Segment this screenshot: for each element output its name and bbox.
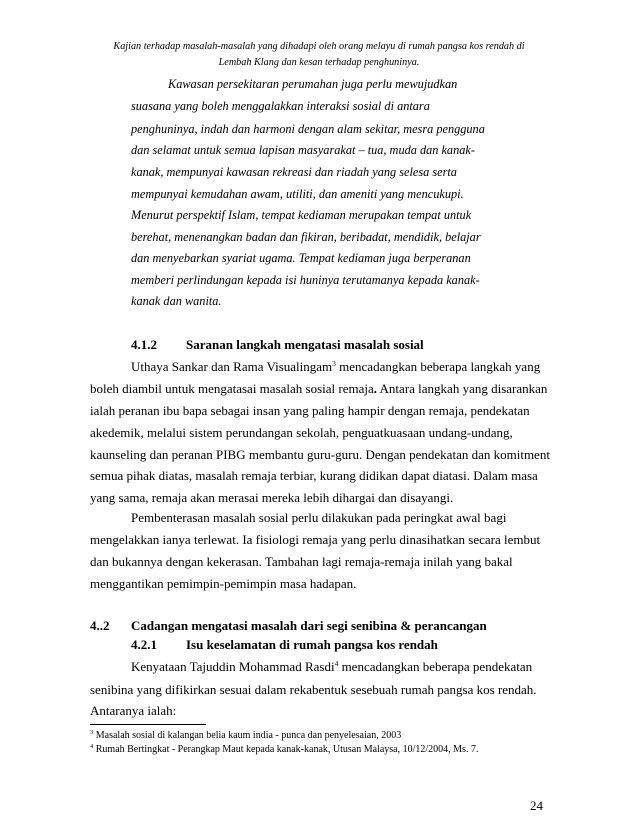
paragraph-line [90,381,547,397]
paragraph-line: dan bukannya dengan kekerasan. Tambahan lagi remaja-remaja inilah yang bakal [90,554,513,569]
footnote-text: Masalah sosial di kalangan belia kaum india - punca dan penyelesaian, 2003 [95,730,402,741]
line-text: Kenyataan Tajuddin Mohammad Rasdi [131,659,335,674]
footnote-text: Rumah Bertingkat - Perangkap Maut kepada kanak-kanak, Utusan Malaysa, 10/12/2004, Ms. 7. [95,744,479,755]
quote-line-8: berehat, menenangkan badan dan fikiran, beribadat, mendidik, belajar [131,230,481,244]
quote-line-2: suasana yang boleh menggalakkan interaksi sosial di antara [131,99,430,113]
paragraph-line: kaunseling dan peranan PIBG membantu guru-guru. Dengan pendekatan dan komitment [90,447,550,462]
quote-line-6: mempunyai kemudahan awam, utiliti, dan ameniti yang mencukupi. [131,187,464,201]
footnote-3 [90,729,401,742]
quote-line-5: kanak, mempunyai kawasan rekreasi dan riadah yang selesa serta [131,165,457,179]
bold-period: . [373,381,378,396]
paragraph-line: mengelakkan ianya terlewat. Ia fisiologi remaja yang perlu dinasihatkan secara lembut [90,532,541,547]
paragraph-line: Antaranya ialah: [90,703,177,718]
footnote-number: 4 [90,743,94,750]
section-number: 4.1.2 [131,337,157,352]
section-number: 4..2 [90,618,110,633]
line-text: boleh diambil untuk mengatasai masalah sosial remaja [90,381,374,396]
footnote-separator [90,724,206,725]
quote-line-7: Menurut perspektif Islam, tempat kediaman merupakan tempat untuk [131,208,472,222]
quote-line-1: Kawasan persekitaran perumahan juga perlu mewujudkan [168,77,458,91]
paragraph-line: ialah peranan ibu bapa sebagai insan yang paling hampir dengan remaja, pendekatan [90,403,530,418]
line-text: mencadangkan beberapa langkah yang [335,359,541,374]
running-header-line-2: Lembah Klang dan kesan terhadap penghuninya. [218,57,420,68]
paragraph-line: semua pihak diatas, masalah remaja terbiar, kurang didikan dapat diatasi. Dalam masa [90,468,538,483]
section-number: 4.2.1 [131,637,157,652]
paragraph-line: yang sama, remaja akan merasai mereka lebih dihargai dan disayangi. [90,490,454,505]
quote-line-10: memberi perlindungan kepada isi huninya terutamanya kepada kanak- [131,273,480,287]
page-number: 24 [530,798,543,813]
running-header-line-1: Kajian terhadap masalah-masalah yang dihadapi oleh orang melayu di rumah pangsa kos rendah di [113,41,525,52]
paragraph-line [131,659,532,675]
footnote-number: 3 [90,729,94,736]
section-title: Isu keselamatan di rumah pangsa kos rendah [186,637,438,652]
paragraph-line [131,359,540,375]
section-title: Cadangan mengatasi masalah dari segi senibina & perancangan [131,618,487,633]
line-text: Antara langkah yang disarankan [377,381,548,396]
paragraph-line: senibina yang difikirkan sesuai dalam rekabentuk sesebuah rumah pangsa kos rendah. [90,682,537,697]
paragraph-line: akedemik, melalui sistem perundangan sekolah, penguatkuasaan undang-undang, [90,425,513,440]
section-title: Saranan langkah mengatasi masalah sosial [186,337,424,352]
footnote-ref: 4 [334,659,339,668]
line-text: mencadangkan beberapa pendekatan [338,659,533,674]
quote-line-3: penghuninya, indah dan harmoni dengan alam sekitar, mesra pengguna [131,122,485,136]
line-text: Uthaya Sankar dan Rama Visualingam [131,359,333,374]
quote-line-4: dan selamat untuk semua lapisan masyarakat – tua, muda dan kanak- [131,143,475,157]
paragraph-line: menggantikan pemimpin-pemimpin masa hadapan. [90,576,357,591]
footnote-4 [90,743,478,756]
quote-line-9: dan menyebarkan syariat ugama. Tempat kediaman juga berperanan [131,251,471,265]
paragraph-line: Pembenterasan masalah sosial perlu dilakukan pada peringkat awal bagi [131,510,507,525]
quote-line-11: kanak dan wanita. [131,294,222,308]
footnote-ref: 3 [332,359,336,368]
